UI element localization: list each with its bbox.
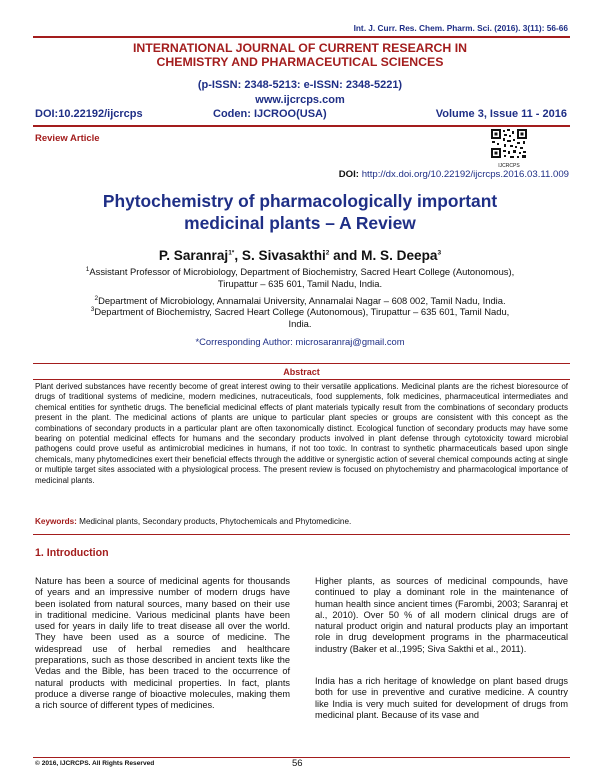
corresponding-author: *Corresponding Author: microsaranraj@gmail.com — [195, 335, 405, 347]
introduction-left-paragraph: Nature has been a source of medicinal agents for thousands of years and an impressive number of modern drugs have been isolated from natural sources, many based on their use in traditional medicine. Various medicinal plants have been used for years in daily life to treat disease all over the world. They have been used as a source of medicine. The widespread use of herbal remedies and healthcare preparations, such as those described in ancient texts like the Vedas and the Bible, has been traced to the occurrence of natural products with medicinal properties. In fact, plants produce a diverse range of bioactive molecules, making them a rich source of different types of medicines. — [35, 576, 290, 711]
author-2-sup: 2 — [325, 249, 330, 257]
article-title-line1: Phytochemistry of pharmacologically important — [102, 191, 498, 211]
introduction-right-paragraph-2: India has a rich heritage of knowledge on plant based drugs both for use in preventive and curative medicine. A country like India is very much suited for development of drugs from medicinal plant. Because of its vase and — [315, 676, 568, 720]
affiliation-3-line2: India. — [288, 318, 312, 330]
introduction-heading: 1. Introduction — [35, 547, 109, 559]
doi-short: DOI:10.22192/ijcrcps — [35, 108, 143, 120]
qr-code — [490, 128, 528, 169]
doi-link[interactable]: http://dx.doi.org/10.22192/ijcrcps.2016.03.11.009 — [361, 169, 569, 180]
author-sep-1: , — [234, 248, 242, 263]
introduction-right-paragraph-1: Higher plants, as sources of medicinal compounds, have continued to play a dominant role in the maintenance of human health since ancient times (Farombi, 2003; Saranraj et al., 2010). Over 50 % of all modern clinical drugs are of natural product origin and natural products play an important role in drug development programs in the pharmaceutical industry (Baker et al.,1995; Siva Sakthi et al., 2011). — [315, 576, 568, 654]
journal-citation: Int. J. Curr. Res. Chem. Pharm. Sci. (2016). 3(11): 56-66 — [353, 23, 568, 33]
journal-title — [90, 41, 510, 69]
affiliation-3 — [40, 306, 560, 330]
affiliation-2-line1: Department of Microbiology, Annamalai University, Annamalai Nagar – 608 002, Tamil Nadu, India. — [98, 294, 506, 306]
affiliation-1 — [40, 266, 560, 290]
keywords-text: Medicinal plants, Secondary products, Phytochemicals and Phytomedicine. — [76, 517, 352, 526]
journal-title-line1: INTERNATIONAL JOURNAL OF CURRENT RESEARCH IN — [132, 41, 468, 55]
affiliation-2-sup: 2 — [94, 294, 99, 302]
footer-copyright: © 2016, IJCRCPS. All Rights Reserved — [35, 760, 155, 767]
author-1: P. Saranraj — [158, 248, 229, 263]
doi-line — [339, 169, 569, 180]
keywords-label: Keywords: — [35, 517, 77, 526]
author-3: M. S. Deepa — [361, 248, 438, 263]
affiliation-3-line1: Department of Biochemistry, Sacred Heart College (Autonomous), Tirupattur – 635 601, Tamil Nadu, — [94, 306, 510, 318]
doi-label: DOI: — [338, 169, 360, 180]
author-1-sup: 1* — [228, 249, 235, 257]
abstract-heading: Abstract — [283, 367, 320, 377]
volume-issue: Volume 3, Issue 11 - 2016 — [435, 108, 567, 120]
affiliation-1-line2: Tirupattur – 635 601, Tamil Nadu, India. — [217, 277, 383, 289]
abstract-rule-top — [33, 363, 570, 364]
keywords-rule — [33, 534, 570, 535]
affiliation-3-sup: 3 — [90, 306, 95, 314]
qr-code-image — [490, 128, 528, 159]
header-rule-top — [33, 36, 570, 38]
affiliation-1-line1: Assistant Professor of Microbiology, Department of Biochemistry, Sacred Heart College (Autonomous), — [89, 266, 515, 277]
keywords — [35, 517, 568, 526]
page-number: 56 — [292, 758, 303, 769]
article-title-line2: medicinal plants – A Review — [184, 213, 416, 233]
abstract-rule-bottom — [33, 379, 570, 380]
journal-title-line2: CHEMISTRY AND PHARMACEUTICAL SCIENCES — [156, 55, 444, 69]
affiliations — [40, 266, 560, 348]
author-2: S. Sivasakthi — [241, 248, 326, 263]
article-title — [60, 190, 540, 234]
affiliation-2 — [40, 295, 560, 307]
abstract-text: Plant derived substances have recently become of great interest owing to their versatile applications. Medicinal plants are the richest bioresource of drugs of traditional systems of medicine, modern medicines, nutraceuticals, food supplements, folk medicines, pharmaceutical intermediates and chemical entities for synthetic drugs. The beneficial medicinal effects of plant materials typically result from the combinations of secondary products present in the plant. The medicinal actions of plants are unique to particular plant species or groups are consistent with this concept as the combinations of secondary products in a particular plant are often taxonomically distinct. Ecological function of secondary products may have some bearing on potential medicinal effects for humans and the secondary products involved in plant defense through cytotoxicity toward microbial pathogens could prove useful as antimicrobial medicines in humans, if not too toxic. In contrast to synthetic pharmaceuticals based upon single chemicals, many phytomedicines exert their beneficial effects through the additive or synergistic action of several chemical compounds acting at single or multiple target sites associated with a physiological process. The present review is focused on phytochemistry and pharmacological importance of medicinal plants. — [35, 382, 568, 485]
author-3-sup: 3 — [437, 249, 442, 257]
affiliation-1-sup: 1 — [85, 265, 90, 273]
header-rule-mid — [33, 125, 570, 127]
article-type: Review Article — [35, 133, 100, 144]
issn: (p-ISSN: 2348-5213: e-ISSN: 2348-5221) — [197, 79, 403, 91]
author-sep-2: and — [329, 248, 362, 263]
qr-label: IJCRCPS — [498, 163, 520, 169]
website-link[interactable]: www.ijcrcps.com — [255, 94, 345, 106]
coden: Coden: IJCROO(USA) — [213, 108, 327, 120]
authors — [60, 248, 540, 263]
